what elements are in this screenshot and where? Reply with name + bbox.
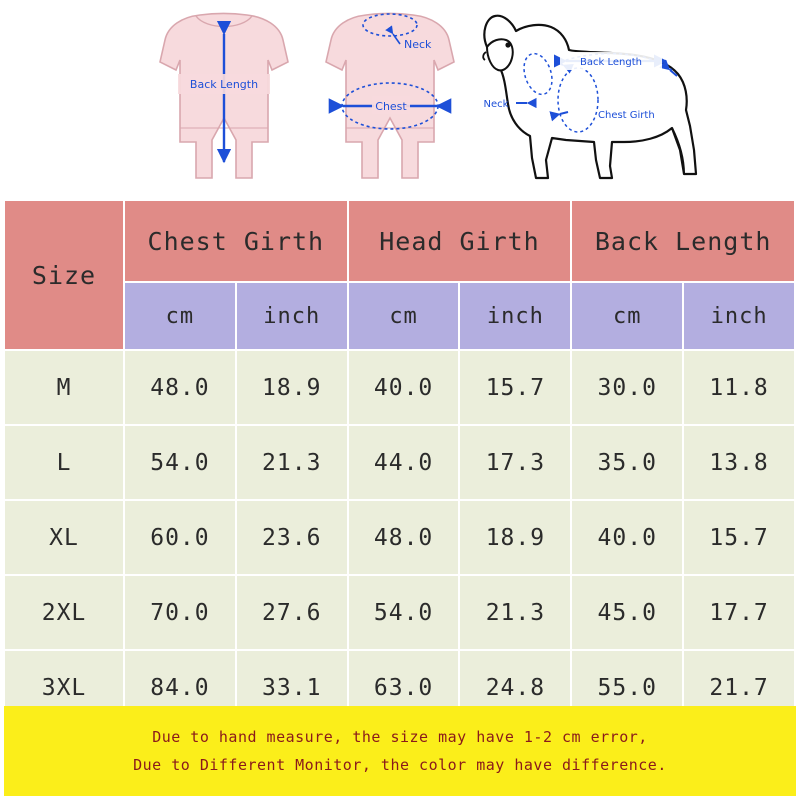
table-header-main xyxy=(5,201,796,283)
cell-head-inch: 18.9 xyxy=(459,500,571,575)
cell-chest-inch: 23.6 xyxy=(236,500,348,575)
header-head-girth: Head Girth xyxy=(348,201,572,283)
cell-head-inch: 17.3 xyxy=(459,425,571,500)
header-chest-girth: Chest Girth xyxy=(124,201,348,283)
cell-head-cm: 54.0 xyxy=(348,575,460,650)
cell-chest-cm: 70.0 xyxy=(124,575,236,650)
diagram-label-neck-garment: Neck xyxy=(404,38,432,51)
cell-head-cm: 63.0 xyxy=(348,650,460,725)
cell-back-inch: 21.7 xyxy=(683,650,795,725)
unit-chest-inch: inch xyxy=(236,282,348,350)
size-table xyxy=(4,200,796,726)
note-line-2: Due to Different Monitor, the color may have difference. xyxy=(133,756,667,774)
cell-head-inch: 24.8 xyxy=(459,650,571,725)
cell-back-cm: 45.0 xyxy=(571,575,683,650)
cell-back-cm: 30.0 xyxy=(571,350,683,425)
cell-head-inch: 15.7 xyxy=(459,350,571,425)
table-row xyxy=(5,425,796,500)
unit-head-cm: cm xyxy=(348,282,460,350)
dog-illustration xyxy=(483,16,696,178)
cell-chest-inch: 33.1 xyxy=(236,650,348,725)
table-row xyxy=(5,500,796,575)
unit-back-inch: inch xyxy=(683,282,795,350)
cell-back-cm: 55.0 xyxy=(571,650,683,725)
diagram-label-back-length-front: Back Length xyxy=(189,78,259,91)
cell-back-inch: 15.7 xyxy=(683,500,795,575)
header-size: Size xyxy=(5,201,125,351)
diagram-label-chest-girth-dog: Chest Girth xyxy=(598,110,655,121)
row-size: M xyxy=(5,350,125,425)
table-row xyxy=(5,575,796,650)
cell-chest-cm: 48.0 xyxy=(124,350,236,425)
cell-back-cm: 40.0 xyxy=(571,500,683,575)
diagram-label-back-length-dog: Back Length xyxy=(580,57,642,68)
cell-chest-inch: 21.3 xyxy=(236,425,348,500)
table-row xyxy=(5,350,796,425)
cell-chest-inch: 18.9 xyxy=(236,350,348,425)
unit-chest-cm: cm xyxy=(124,282,236,350)
row-size: XL xyxy=(5,500,125,575)
cell-back-inch: 11.8 xyxy=(683,350,795,425)
cell-head-cm: 48.0 xyxy=(348,500,460,575)
cell-chest-cm: 54.0 xyxy=(124,425,236,500)
garment-back-illustration xyxy=(326,14,454,179)
row-size: L xyxy=(5,425,125,500)
unit-back-cm: cm xyxy=(571,282,683,350)
diagram-label-neck-dog: Neck xyxy=(483,99,509,110)
cell-head-cm: 44.0 xyxy=(348,425,460,500)
cell-head-cm: 40.0 xyxy=(348,350,460,425)
unit-head-inch: inch xyxy=(459,282,571,350)
measurement-diagram xyxy=(0,0,800,200)
cell-chest-cm: 60.0 xyxy=(124,500,236,575)
header-back-length: Back Length xyxy=(571,201,795,283)
cell-head-inch: 21.3 xyxy=(459,575,571,650)
cell-chest-inch: 27.6 xyxy=(236,575,348,650)
disclaimer-note xyxy=(4,706,796,796)
cell-chest-cm: 84.0 xyxy=(124,650,236,725)
row-size: 2XL xyxy=(5,575,125,650)
diagram-label-chest-garment: Chest xyxy=(375,100,407,113)
row-size: 3XL xyxy=(5,650,125,725)
table-header-units xyxy=(5,282,796,350)
note-line-1: Due to hand measure, the size may have 1-2 cm error, xyxy=(152,728,648,746)
garment-front-illustration xyxy=(160,14,288,179)
cell-back-inch: 13.8 xyxy=(683,425,795,500)
cell-back-cm: 35.0 xyxy=(571,425,683,500)
cell-back-inch: 17.7 xyxy=(683,575,795,650)
